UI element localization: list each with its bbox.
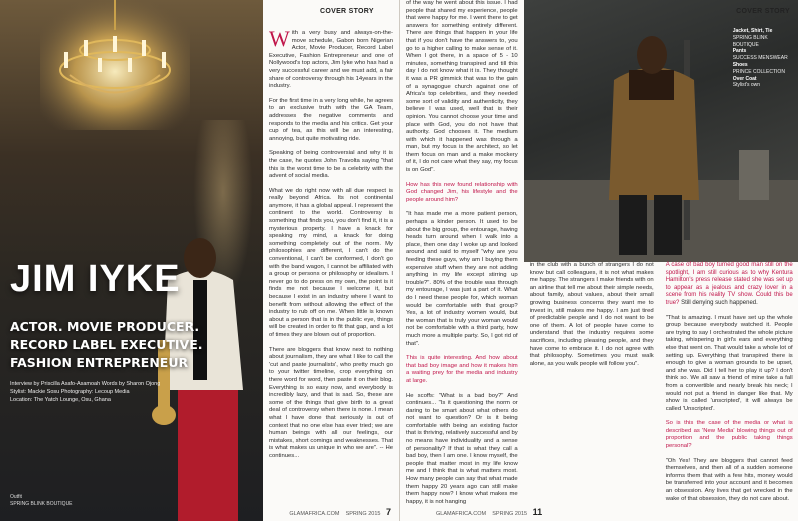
tagline-line: RECORD LABEL EXECUTIVE. xyxy=(10,337,203,352)
wardrobe-value: Stylist's own xyxy=(732,82,761,89)
footer-season: SPRING 2015 xyxy=(345,511,381,517)
paragraph: There are bloggers that know next to nothing about journalism, they are what I like to call the 'cut and paste journalists', who pretty much go to your twitter timeline, crop everything on there word for word, then paste it on their blog. Everything is so easy now, and everybody is incredibly lazy, and that is sad. So, these are some of the things that give birth to a great deal of controversy when there is none. I mean what I have done that seriously is out of context that no one else has ever tried; we are human beings with all our feelings, our mistakes, short comings and weaknesses. That is what makes us unique in who we are". -- He continues... xyxy=(269,346,393,459)
cover-photo xyxy=(0,0,263,521)
article-column-3 xyxy=(524,262,660,510)
drop-cap: W xyxy=(269,26,290,51)
paragraph: "That is amazing. I must have set up the whole group because everybody watched it. People are trying to say I orchestrated the whole picture taking, whispering in girl's ears and everything else that went on. That would take a whole lot of setting up. Everything that transpired there is enough to give a woman grounds to be upset, and she was. Did I tell her to play it up? I don't think so. We all saw a friend of mine take a fall from a convertible and nearly break his neck; I would not put a friend in danger like that. My show is called 'unscripted', it will always be called 'Unscripted'. xyxy=(665,314,793,412)
footer-site: GLAMAFRICA.COM xyxy=(436,511,487,517)
paragraph: in the club with a bunch of strangers I do not know but call colleagues, it is not what makes me happy. The strangers I make friends with on an airline that tell me about their simple needs, about family, about values, about their small growing business concerns they want me to invest in, still makes me happy. I am just tired of predictable people and I do not want to be one of them. A lot of people have come to understand that the industry requires some sacrifices, including pleasing people, and they have come to embrace it. I do not agree with that philosophy. Sometimes you must walk alone, as you walk people will follow you". xyxy=(529,262,654,367)
chandelier-image xyxy=(40,0,190,130)
paragraph: What we do right now with all due respect is really beyond Africa. Its not continental anymore, it has a global appeal. I represent the continent to the world. Controversy is something that finds you, you don't find it, it is a mysterious property. I have a knack for speaking my mind, a knack for doing something completely out of the norm. My philosophies are different, I can't do the conventional, I can't be conformed, I don't go with the band wagon, I cannot be affiliated with a group or persons or philosophy or idealism. I never go to do press on my own, the point is it finds me not because I welcome it, but because I exist in an industry where I want to benefit from without allowing the effect of the industry to rub off on me. When little is known about a person that is in the public eye, things will be created in order to fit that gap, and a lot of times they are blown out of proportion. xyxy=(269,187,393,338)
outfit-label: Outfit xyxy=(10,494,22,500)
paragraph: For the first time in a very long while, he agrees to an exclusive truth with the GA Team, addresses the negative comments and responds to the media and his critics. Get your cup of tea, as this will be an interesting, annoying, but quite motivating ride. xyxy=(269,97,393,142)
paragraph: Speaking of being controversial and why it is the case, he quotes John Travolta saying "that this is the worst time to be a celebrity with the advent of social media. xyxy=(269,150,393,180)
credit-line: Interview by Priscilla Asafo-Asamoah Words by Sharon Ojong xyxy=(10,381,161,387)
paragraph xyxy=(269,26,393,91)
outfit-credit xyxy=(10,494,73,508)
paragraph: of the way he went about this issue. I had people that shared my experience, people that were happy for me. I went there to get answers for something entirely different. There are things that happen in your life that if you don't have the answers to, you go to a higher calling to make sense of it. When I got there, in a space of 5 - 10 minutes, something transpired and till this day I do not know what it is. They thought it was a PR gimmick that was to the gain of a synagogue church against one of Africa's top celebrities, and they needed some sort of validity and authenticity, they believe I was used, well that is their opinion. You cannot choose your time and place with God, you do not have that authority. God chooses it. The medium with which it happened was through a man, but my focus is the architect, so let them focus on man and a make mockery of it, I do not care what they say, my focus is on God". xyxy=(406,0,518,174)
tagline-line: ACTOR. MOVIE PRODUCER. xyxy=(10,319,200,334)
interview-question: This is quite interesting. And how about that bad boy image and how it makes him a waiting prey for the media and industry at large. xyxy=(406,355,518,384)
pull-quote xyxy=(666,262,793,308)
pull-quote-text: A case of bad boy turned good man still on the spotlight, I am still curious as to why Kentura Hamilton's press release stated she was set up to appear as a jealous and crazy lover in a scene from his reality TV show. Could this be true? xyxy=(665,262,793,306)
page-footer xyxy=(436,507,542,517)
page-number: 11 xyxy=(532,507,543,517)
wardrobe-title: Shoes xyxy=(732,61,748,68)
wardrobe-credits xyxy=(733,28,791,89)
section-label: COVER STORY xyxy=(320,8,374,15)
tagline xyxy=(10,318,260,372)
wardrobe-value: PRINCE COLLECTION xyxy=(732,68,785,75)
article-column-2 xyxy=(400,0,524,521)
right-lower-columns xyxy=(524,262,798,510)
interview-question: So is this the case of the media or what is described as 'New Media' blowing things out of proportion and the public taking things personal? xyxy=(665,420,793,450)
wardrobe-value: SPRING BLINK BOUTIQUE xyxy=(732,34,768,48)
page-title: JIM IYKE xyxy=(10,258,181,300)
outfit-value: SPRING BLINK BOUTIQUE xyxy=(10,501,73,507)
wardrobe-title: Pants xyxy=(732,48,747,55)
pull-quote-tail: Still denying such happened. xyxy=(681,299,758,306)
credits xyxy=(10,380,170,404)
credit-line: Stylist: Mackie Sosu Photography: Lecoup Media xyxy=(10,389,130,395)
section-label: COVER STORY xyxy=(736,8,790,15)
jim-iyke-standing-photo xyxy=(524,0,798,262)
paragraph-text: ith a very busy and always-on-the-move schedule, Gabon born Nigerian Actor, Movie Producer, Record Label Executive, Fashion Entrepreneur and one of Nollywood's top actors, Jim Iyke who has had a very successful career and we must add, a fair share of controversy through his 14years in the industry. xyxy=(269,30,393,90)
footer-site: GLAMAFRICA.COM xyxy=(289,511,340,517)
credit-line: Location: The Yatch Lounge, Osu, Ghana xyxy=(10,397,111,403)
footer-season: SPRING 2015 xyxy=(492,511,528,517)
article-column-1 xyxy=(263,0,399,521)
page-footer xyxy=(289,507,391,517)
wardrobe-value: SUCCESS MENSWEAR xyxy=(732,55,788,62)
paragraph: He scoffs: "What is a bad boy?" And continues... "Is it questioning the norm or daring to be smart about what others do not want to question? Or is it being comfortable with being an existing factor that is thriving, relatively successful and by no means have individuality and a sense of personality? If that is what they call a bad boy, then I am one. I know myself, the people that matter most in my life know me and I think that is what matters most. How many people can say that what made them happy 20 years ago can still make them happy now? I know what makes me happy, it is not hanging xyxy=(406,392,518,505)
wardrobe-title: Over Coat xyxy=(732,75,757,82)
paragraph: "Oh Yes! They are bloggers that cannot feed themselves, and then all of a sudden someone informs them that with a few hits, money would be transferred into your account and it becomes an obsession. Any lives that get wrecked in the wake of that obsession, they do not care about. xyxy=(665,457,793,502)
paragraph: "It has made me a more patient person, perhaps a kinder person. It used to be about the big group, the entourage, having heads turn around when I walk into a place, then one day I woke up and looked around and said to myself "why are you feeding these guys, why am I buying them expensive stuff when they are not adding anything in my life except stirring up trouble?". 80% of the trouble was through my entourage, I was just a part of it. What do I need these people for, which woman would be comfortable with that group? Yes, a lot of industry women would, but the woman that is truly your woman would not be comfortable with a third party, how much more a multiple party. So, I got rid of that". xyxy=(406,211,518,347)
tagline-line: FASHION ENTREPRENEUR xyxy=(10,355,189,370)
right-page xyxy=(399,0,798,521)
wardrobe-title: Jacket, Shirt, Tie xyxy=(732,28,773,34)
article-column-4 xyxy=(660,262,798,510)
page-number: 7 xyxy=(385,507,391,517)
right-main-area xyxy=(524,0,798,521)
interview-question: How has this new found relationship with God changed Jim, his lifestyle and the people around him? xyxy=(406,181,518,203)
